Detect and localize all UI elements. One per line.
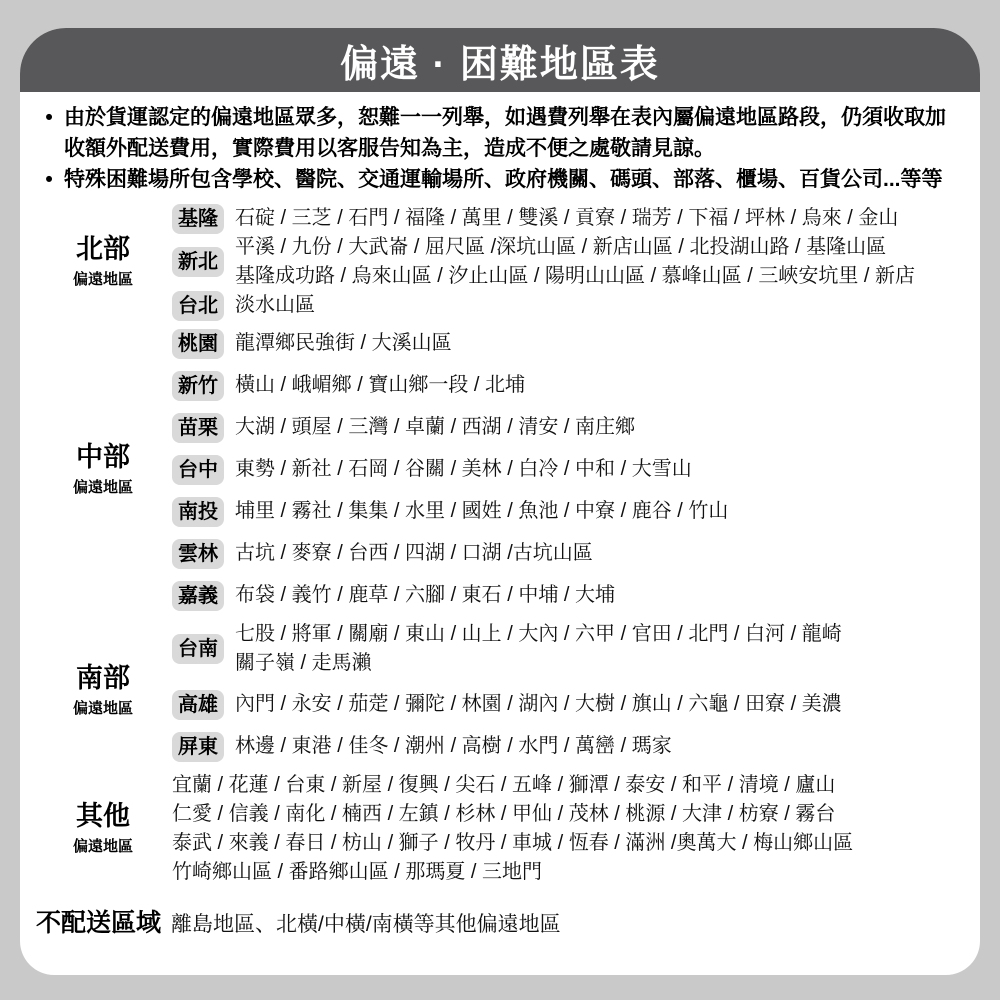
- region-rows: [172, 329, 966, 611]
- note-item: [34, 164, 966, 195]
- region-name: 中部: [76, 442, 130, 473]
- tag-keelung: 基隆: [172, 204, 224, 234]
- area-row-miaoli: [172, 413, 966, 443]
- area-list-line: 東勢 / 新社 / 石岡 / 谷關 / 美林 / 白冷 / 中和 / 大雪山: [235, 458, 692, 480]
- notice-card: [20, 28, 980, 975]
- area-row-taichung: [172, 455, 966, 485]
- area-list-line: 竹崎鄉山區 / 番路鄉山區 / 那瑪夏 / 三地門: [172, 861, 543, 883]
- no-delivery-row: [34, 903, 966, 939]
- area-row-kaohsiung: [172, 690, 966, 720]
- card-body: [20, 92, 980, 957]
- page-title: 偏遠 · 困難地區表: [340, 43, 660, 86]
- note-item: [34, 102, 966, 164]
- region-subtitle: 偏遠地區: [72, 699, 133, 717]
- region-header-other: [34, 771, 172, 887]
- area-list-line: 泰武 / 來義 / 春日 / 枋山 / 獅子 / 牧丹 / 車城 / 恆春 / 滿洲 /奧萬大 / 梅山鄉山區: [172, 832, 854, 854]
- area-list-line: 平溪 / 九份 / 大武崙 / 屈尺區 /深坑山區 / 新店山區 / 北投湖山路 / 基隆山區: [235, 236, 887, 258]
- region-rows: [172, 620, 966, 762]
- area-list-line: 布袋 / 義竹 / 鹿草 / 六腳 / 東石 / 中埔 / 大埔: [235, 584, 616, 606]
- tag-yunlin: 雲林: [172, 539, 224, 569]
- bullet-marker: •: [45, 106, 53, 129]
- region-rows: [172, 771, 966, 887]
- card-header: [20, 28, 980, 92]
- area-list-line: 七股 / 將軍 / 關廟 / 東山 / 山上 / 大內 / 六甲 / 官田 / 北門 / 白河 / 龍崎: [235, 623, 842, 645]
- area-list-line: 龍潭鄉民強街 / 大溪山區: [235, 332, 452, 354]
- north-tag-column: [172, 204, 224, 320]
- area-list-line: 淡水山區: [235, 294, 315, 316]
- area-list-line: 基隆成功路 / 烏來山區 / 汐止山區 / 陽明山山區 / 慕峰山區 / 三峽安坑里 / 新店: [235, 265, 916, 287]
- area-list: [172, 771, 853, 887]
- region-name: 北部: [76, 234, 130, 265]
- tag-miaoli: 苗栗: [172, 413, 224, 443]
- tag-taichung: 台中: [172, 455, 224, 485]
- section-south: [34, 620, 966, 762]
- region-header-north: [34, 204, 172, 320]
- area-list-line: 橫山 / 峨嵋鄉 / 寶山鄉一段 / 北埔: [235, 374, 526, 396]
- region-subtitle: 偏遠地區: [72, 270, 133, 288]
- area-row-chiayi: [172, 581, 966, 611]
- tag-taipei: 台北: [172, 291, 224, 321]
- area-row-other: [172, 771, 966, 887]
- area-row-yunlin: [172, 539, 966, 569]
- area-row-tainan: [172, 620, 966, 678]
- area-list-line: 石碇 / 三芝 / 石門 / 福隆 / 萬里 / 雙溪 / 貢寮 / 瑞芳 / 下福 / 坪林 / 烏來 / 金山: [235, 207, 899, 229]
- region-name: 南部: [76, 663, 130, 694]
- area-list: [235, 204, 915, 320]
- tag-taoyuan: 桃園: [172, 329, 224, 359]
- section-central: [34, 329, 966, 611]
- area-row-taoyuan: [172, 329, 966, 359]
- tag-kaohsiung: 高雄: [172, 690, 224, 720]
- area-list-line: 大湖 / 頭屋 / 三灣 / 卓蘭 / 西湖 / 清安 / 南庄鄉: [235, 416, 636, 438]
- region-header-south: [34, 620, 172, 762]
- area-row-nantou: [172, 497, 966, 527]
- area-list-line: 宜蘭 / 花蓮 / 台東 / 新屋 / 復興 / 尖石 / 五峰 / 獅潭 / 泰安 / 和平 / 清境 / 廬山: [172, 774, 836, 796]
- area-list-line: 關子嶺 / 走馬瀨: [235, 652, 372, 674]
- section-other: [34, 771, 966, 887]
- area-list-line: 仁愛 / 信義 / 南化 / 楠西 / 左鎮 / 杉林 / 甲仙 / 茂林 / 桃源 / 大津 / 枋寮 / 霧台: [172, 803, 836, 825]
- region-subtitle: 偏遠地區: [72, 478, 133, 496]
- note-text: 特殊困難場所包含學校、醫院、交通運輸場所、政府機關、碼頭、部落、櫃場、百貨公司...等等: [64, 168, 943, 191]
- tag-chiayi: 嘉義: [172, 581, 224, 611]
- area-list-line: 埔里 / 霧社 / 集集 / 水里 / 國姓 / 魚池 / 中寮 / 鹿谷 / 竹山: [235, 500, 729, 522]
- region-header-central: [34, 329, 172, 611]
- area-list-line: 古坑 / 麥寮 / 台西 / 四湖 / 口湖 /古坑山區: [235, 542, 593, 564]
- no-delivery-label: 不配送區域: [36, 909, 162, 937]
- area-row-hsinchu: [172, 371, 966, 401]
- section-north: [34, 204, 966, 320]
- tag-hsinchu: 新竹: [172, 371, 224, 401]
- tag-tainan: 台南: [172, 634, 224, 664]
- area-row-north: [172, 204, 966, 320]
- region-subtitle: 偏遠地區: [72, 837, 133, 855]
- bullet-marker: •: [45, 168, 53, 191]
- area-list-line: 內門 / 永安 / 茄萣 / 彌陀 / 林園 / 湖內 / 大樹 / 旗山 / 六龜 / 田寮 / 美濃: [235, 693, 842, 715]
- tag-pingtung: 屏東: [172, 732, 224, 762]
- tag-new-taipei: 新北: [172, 247, 224, 277]
- note-text: 由於貨運認定的偏遠地區眾多，恕難一一列舉，如遇費列舉在表內屬偏遠地區路段，仍須收取加收額外配送費用，實際費用以客服告知為主，造成不便之處敬請見諒。: [64, 106, 946, 160]
- area-row-pingtung: [172, 732, 966, 762]
- no-delivery-text: 離島地區、北橫/中橫/南橫等其他偏遠地區: [171, 913, 561, 936]
- area-list-line: 林邊 / 東港 / 佳冬 / 潮州 / 高樹 / 水門 / 萬巒 / 瑪家: [235, 735, 672, 757]
- region-rows: [172, 204, 966, 320]
- region-name: 其他: [76, 801, 130, 832]
- tag-nantou: 南投: [172, 497, 224, 527]
